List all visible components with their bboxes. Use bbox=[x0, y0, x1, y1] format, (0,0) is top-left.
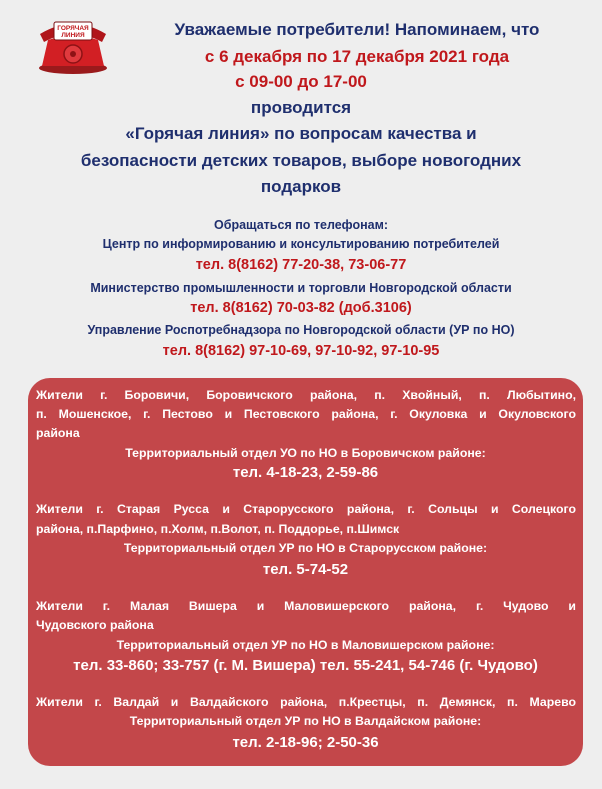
region-1-line-1: Жители г. Боровичи, Боровичского района, п. Хвойный, п. Любытино, bbox=[36, 388, 576, 402]
greeting-line: Уважаемые потребители! Напоминаем, что bbox=[174, 20, 540, 39]
hotline-phone-icon bbox=[34, 10, 112, 76]
region-2-tel: тел. 5-74-52 bbox=[262, 561, 349, 578]
phone-sign-text-2: ЛИНИЯ bbox=[61, 32, 85, 39]
contact-org-2: Министерство промышленности и торговли Новгородской области bbox=[90, 281, 512, 295]
hotline-title-2: безопасности детских товаров, выборе новогодних bbox=[80, 151, 522, 170]
contact-tel-3: тел. 8(8162) 97-10-69, 97-10-92, 97-10-95 bbox=[162, 343, 440, 359]
phone-sign-text: ГОРЯЧАЯ bbox=[57, 25, 89, 32]
region-1-line-3: района bbox=[36, 426, 80, 440]
region-2-line-1: Жители г. Старая Русса и Старорусского района, г. Сольцы и Солецкого bbox=[36, 502, 576, 516]
region-1-office: Территориальный отдел УО по НО в Боровичском районе: bbox=[125, 446, 486, 460]
region-2-line-2: района, п.Парфино, п.Холм, п.Волот, п. Поддорье, п.Шимск bbox=[36, 522, 400, 536]
region-4-office: Территориальный отдел УР по НО в Валдайском районе: bbox=[129, 714, 482, 728]
region-1-tel: тел. 4-18-23, 2-59-86 bbox=[232, 464, 379, 481]
time-range: с 09-00 до 17-00 bbox=[235, 72, 367, 91]
contacts-intro: Обращаться по телефонам: bbox=[214, 218, 388, 232]
announcement-line: проводится bbox=[250, 98, 352, 117]
contact-org-3: Управление Роспотребнадзора по Новгородской области (УР по НО) bbox=[87, 323, 515, 337]
hotline-title-1: «Горячая линия» по вопросам качества и bbox=[125, 124, 477, 143]
contact-org-1: Центр по информированию и консультированию потребителей bbox=[102, 237, 500, 251]
region-4-line-1: Жители г. Валдай и Валдайского района, п.Крестцы, п. Демянск, п. Марево bbox=[36, 695, 576, 709]
contact-tel-1: тел. 8(8162) 77-20-38, 73-06-77 bbox=[195, 257, 407, 273]
region-1-line-2: п. Мошенское, г. Пестово и Пестовского района, г. Окуловка и Окуловского bbox=[36, 407, 576, 421]
region-3-line-1: Жители г. Малая Вишера и Маловишерского района, г. Чудово и bbox=[36, 599, 576, 613]
hotline-title-3: подарков bbox=[260, 177, 342, 196]
contact-tel-2: тел. 8(8162) 70-03-82 (доб.3106) bbox=[190, 300, 412, 316]
region-2-office: Территориальный отдел УР по НО в Старорусском районе: bbox=[123, 541, 488, 555]
region-3-line-2: Чудовского района bbox=[36, 618, 154, 632]
region-3-office: Территориальный отдел УР по НО в Маловишерском районе: bbox=[116, 638, 495, 652]
region-3-tel: тел. 33-860; 33-757 (г. М. Вишера) тел. 55-241, 54-746 (г. Чудово) bbox=[73, 657, 538, 674]
date-range: с 6 декабря по 17 декабря 2021 года bbox=[204, 47, 510, 66]
region-4-tel: тел. 2-18-96; 2-50-36 bbox=[232, 734, 379, 751]
